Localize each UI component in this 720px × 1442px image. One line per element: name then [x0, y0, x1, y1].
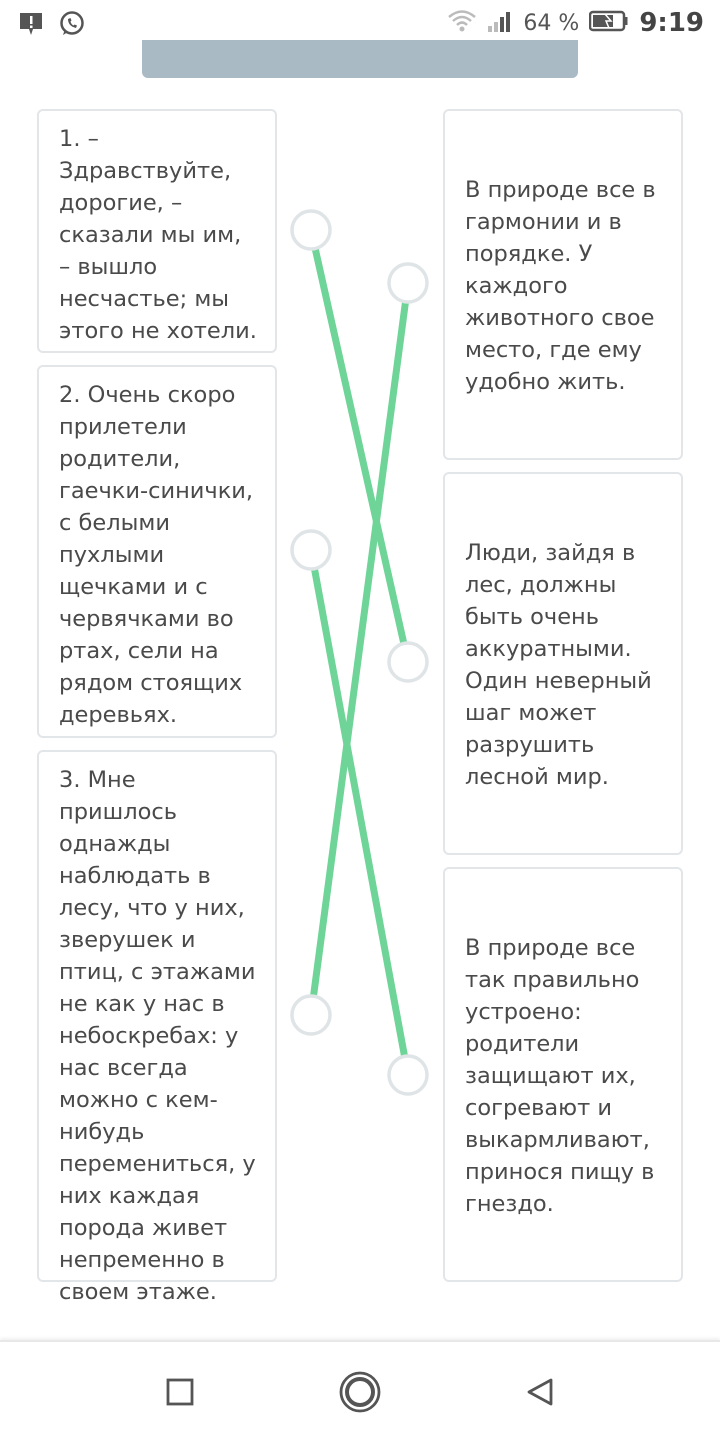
left-handle-3[interactable]: [292, 996, 330, 1034]
match-line-3: [313, 302, 405, 996]
recent-apps-icon[interactable]: [168, 1380, 192, 1404]
right-card-text: В природе все так правильно устроено: родители защищают их, согревают и выкармливают, принося пищу в гнездо.: [465, 934, 655, 1217]
left-card-1[interactable]: [37, 109, 277, 353]
notification-icon: [18, 11, 44, 41]
battery-icon: [589, 10, 629, 36]
left-handle-2[interactable]: [292, 531, 330, 569]
wifi-icon: [447, 8, 477, 38]
right-card-text: Люди, зайдя в лес, должны быть очень аккуратными. Один неверный шаг может разрушить лесной мир.: [465, 539, 652, 790]
navigation-bar: [0, 1340, 720, 1442]
top-banner: [142, 40, 578, 78]
back-icon[interactable]: [529, 1380, 551, 1404]
right-card-text: В природе все в гармонии и в порядке. У каждого животного свое место, где ему удобно жить.: [465, 176, 656, 395]
signal-icon: [487, 9, 513, 37]
whatsapp-icon: [58, 10, 86, 42]
match-line-1: [315, 249, 404, 644]
clock: 9:19: [639, 8, 704, 38]
left-card-3[interactable]: [37, 750, 277, 1305]
left-card-text: 2. Очень скоро прилетели родители, гаечки-синички, с белыми пухлыми щечками и с червячками во ртах, сели на рядом стоящих деревьях.: [59, 382, 254, 728]
battery-percent: 64 %: [523, 10, 580, 36]
right-card-3[interactable]: [443, 867, 683, 1282]
right-handle-3[interactable]: [389, 1056, 427, 1094]
left-handle-1[interactable]: [292, 211, 330, 249]
right-handle-1[interactable]: [389, 264, 427, 302]
right-handle-2[interactable]: [389, 643, 427, 681]
left-card-text: 1. – Здравствуйте, дорогие, – сказали мы им, – вышло несчастье; мы этого не хотели.: [59, 126, 257, 344]
left-card-2[interactable]: [37, 365, 277, 738]
right-card-1[interactable]: [443, 109, 683, 460]
home-icon[interactable]: [341, 1373, 379, 1411]
match-line-2: [314, 569, 404, 1057]
left-card-text: 3. Мне пришлось однажды наблюдать в лесу, что у них, зверушек и птиц, с этажами не как у нас в небоскребах: у нас всегда можно с кем-нибудь перемениться, у них каждая порода живет непременно в своем этаже.: [59, 767, 256, 1305]
right-card-2[interactable]: [443, 472, 683, 855]
